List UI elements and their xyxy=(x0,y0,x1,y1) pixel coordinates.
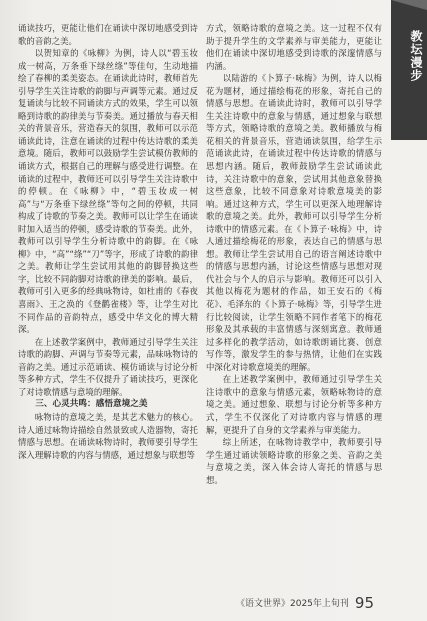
page-footer xyxy=(236,594,406,612)
section-tab xyxy=(391,0,427,140)
left-paragraph-4: 咏物诗的意境之美，是其艺术魅力的核心。诗人通过咏物诗描绘自然景致或人造器物，寄托情感与思想。在诵读咏物诗时，教师要引导学生深入理解诗歌的内容与情感，通过想象与联想等 xyxy=(18,411,198,460)
left-paragraph-2: 以贺知章的《咏柳》为例，诗人以“碧玉妆成一树高，万条垂下绿丝绦”等佳句，生动地描绘了春柳的柔美姿态。在诵读此诗时，教师首先引导学生关注诗歌的韵脚与声调等元素。通过反复诵读与比较不同诵读方式的效果，学生可以领略到诗歌的韵律美与节奏美。通过播放与春天相关的背景音乐，营造春天的氛围，教师可以示范诵读此诗，注意在诵读的过程中传达诗歌的柔美意境。随后，教师可以鼓励学生尝试模仿教师的诵读方式，根据自己的理解与感受进行调整。在诵读的过程中，教师还可以引导学生关注诗歌中的停顿。在《咏柳》中，“碧玉妆成一树高”与“万条垂下绿丝绦”等句之间的停顿，共同构成了诗歌的节奏之美。教师可以让学生在诵读时加入适当的停顿，感受诗歌的节奏美。此外，教师可以引导学生分析诗歌中的韵脚。在《咏柳》中，“高”“绦”“刀”等字，形成了诗歌的韵律之美。教师让学生尝试用其他的韵脚替换这些字，比较不同韵脚对诗歌韵律美的影响。最后，教师可引入更多的经典咏物诗，如杜甫的《春夜喜雨》、王之涣的《登鹳雀楼》等，让学生对比不同作品的音韵特点，感受中华文化的博大精深。 xyxy=(18,48,198,335)
left-paragraph-3: 在上述教学案例中，教师通过引导学生关注诗歌的韵脚、声调与节奏等元素，品味咏物诗的音韵之美。通过示范诵读、模仿诵读与讨论分析等多种方式，学生不仅提升了诵读技巧，更深化了对诗歌情感与意境的理解。 xyxy=(18,336,198,397)
page-number: 95 xyxy=(354,594,374,612)
section-heading: 三、心灵共鸣：感悟意境之美 xyxy=(35,399,148,410)
right-paragraph-4: 综上所述，在咏物诗教学中，教师要引导学生通过诵读领略诗歌的形象之美、音韵之美与意境之美，深入体会诗人寄托的情感与思想。 xyxy=(206,437,382,485)
right-paragraph-2: 以陆游的《卜算子·咏梅》为例，诗人以梅花为题材，通过描绘梅花的形象，寄托自己的情感与思想。在诵读此诗时，教师可以引导学生关注诗歌中的意象与情感，通过想象与联想等方式，领略诗歌的意境之美。教师播放与梅花相关的背景音乐，营造诵读氛围，给学生示范诵读此诗，在诵读过程中传达诗歌的情感与思想内涵。随后，教师鼓励学生尝试诵读此诗，关注诗歌中的意象，尝试用其他意象替换这些意象，比较不同意象对诗歌意境美的影响。通过这种方式，学生可以更深入地理解诗歌的意境之美。此外，教师可以引导学生分析诗歌中的情感元素。在《卜算子·咏梅》中，诗人通过描绘梅花的形象，表达自己的情感与思想。教师让学生尝试用自己的语言阐述诗歌中的情感与思想内涵，讨论这些情感与思想对现代社会与个人的启示与影响。教师还可以引入其他以梅花为题材的作品，如王安石的《梅花》、毛泽东的《卜算子·咏梅》等，引导学生进行比较阅读，让学生领略不同作者笔下的梅花形象及其承载的丰富情感与深刻寓意。教师通过多样化的教学活动，如诗歌朗诵比赛、创意写作等，激发学生的参与热情，让他们在实践中深化对诗歌意境美的理解。 xyxy=(206,73,382,372)
left-text-column xyxy=(18,22,198,461)
section-tab-label: 教坛漫步 xyxy=(409,30,423,82)
left-paragraph-1: 诵读技巧，更能让他们在诵读中深切地感受到诗歌的音韵之美。 xyxy=(18,23,198,46)
right-paragraph-3: 在上述教学案例中，教师通过引导学生关注诗歌中的意象与情感元素，领略咏物诗的意境之美。通过想象、联想与讨论分析等多种方式，学生不仅深化了对诗歌内容与情感的理解，更提升了自身的文学素养与审美能力。 xyxy=(206,374,382,435)
journal-name: 《语文世界》2025年上旬刊 xyxy=(236,599,349,609)
tab-corner-decoration xyxy=(391,0,427,10)
right-text-column xyxy=(206,22,382,486)
right-paragraph-1: 方式，领略诗歌的意境之美。这一过程不仅有助于提升学生的文学素养与审美能力，更能让他们在诵读中深切地感受到诗歌的深邃情感与内涵。 xyxy=(206,23,382,71)
